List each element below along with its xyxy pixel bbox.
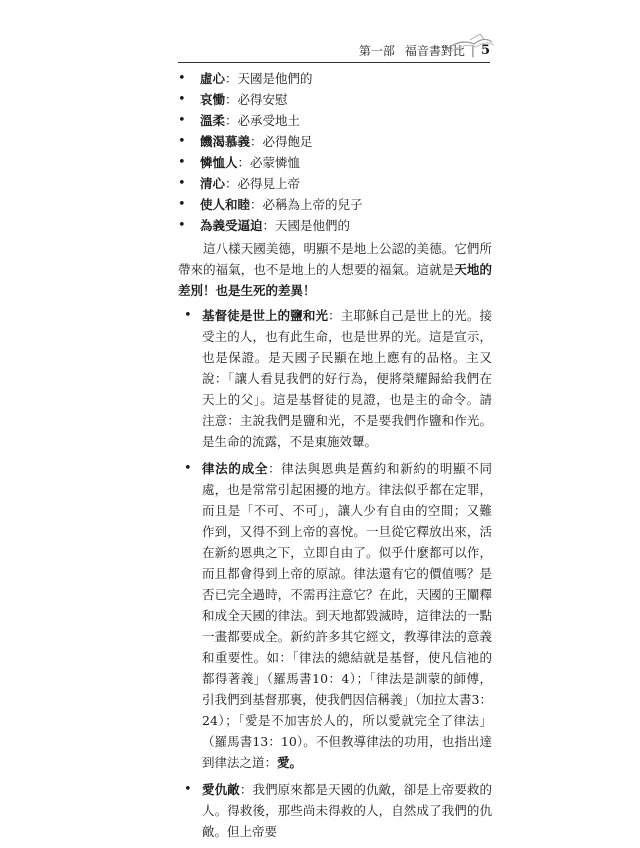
list-item: • 憐恤人：必蒙憐恤 [178,152,492,173]
list-item: • 饑渴慕義：必得飽足 [178,131,492,152]
list-item: • 虛心：天國是他們的 [178,68,492,89]
header-part: 第一部 [358,43,395,58]
header-rule [178,62,490,63]
points-list [178,305,492,842]
page-number: 5 [480,42,490,58]
header-title: 福音書對比 [404,43,465,58]
list-item: • 為義受逼迫：天國是他們的 [178,215,492,236]
list-item: • 溫柔：必承受地土 [178,110,492,131]
list-item: • 律法的成全：律法與恩典是舊約和新約的明顯不同處，也是常常引起困擾的地方。律法似乎都在定罪，而且是「不可、不可」，讓人少有自由的空間；又難作到，又得不到上帝的喜悅。一旦從它釋放出來，活在新約恩典之下，立即自由了。似乎什麼都可以作，而且都會得到上帝的原諒。律法還有它的價值嗎？是否已完全過時，不需再注意它？在此，天國的王闡釋和成全天國的律法。到天地都毀滅時，這律法的一點一畫都要成全。新約許多其它經文，教導律法的意義和重要性。如：「律法的總結就是基督，使凡信祂的都得著義」（羅馬書10：4）；「律法是訓蒙的師傅，引我們到基督那裏，使我們因信稱義」（加拉太書3：24）；「愛是不加害於人的，所以愛就完全了律法」（羅馬書13：10）。不但教導律法的功用，也指出達到律法之道：愛。 [178,458,492,773]
list-item: • 基督徒是世上的鹽和光：主耶穌自己是世上的光。接受主的人，也有此生命，也是世界的光。這是宣示，也是保證。是天國子民顯在地上應有的品格。主又說：「讓人看見我們的好行為，便將榮耀歸給我們在天上的父」。這是基督徒的見證，也是主的命令。請注意：主說我們是鹽和光，不是要我們作鹽和作光。是生命的流露，不是東施效顰。 [178,305,492,452]
list-item: • 使人和睦：必稱為上帝的兒子 [178,194,492,215]
page-body [178,68,492,848]
list-item: • 哀慟：必得安慰 [178,89,492,110]
beatitudes-list [178,68,492,236]
header-separator: | [470,43,475,57]
book-ornament-icon [440,30,496,56]
list-item: • 愛仇敵：我們原來都是天國的仇敵，卻是上帝要救的人。得救後，那些尚未得救的人，自然成了我們的仇敵。但上帝要 [178,779,492,842]
list-item: • 清心：必得見上帝 [178,173,492,194]
body-paragraph: 這八樣天國美德，明顯不是地上公認的美德。它們所帶來的福氣，也不是地上的人想要的福氣。這就是天地的差別！也是生死的差異！ [178,241,492,298]
